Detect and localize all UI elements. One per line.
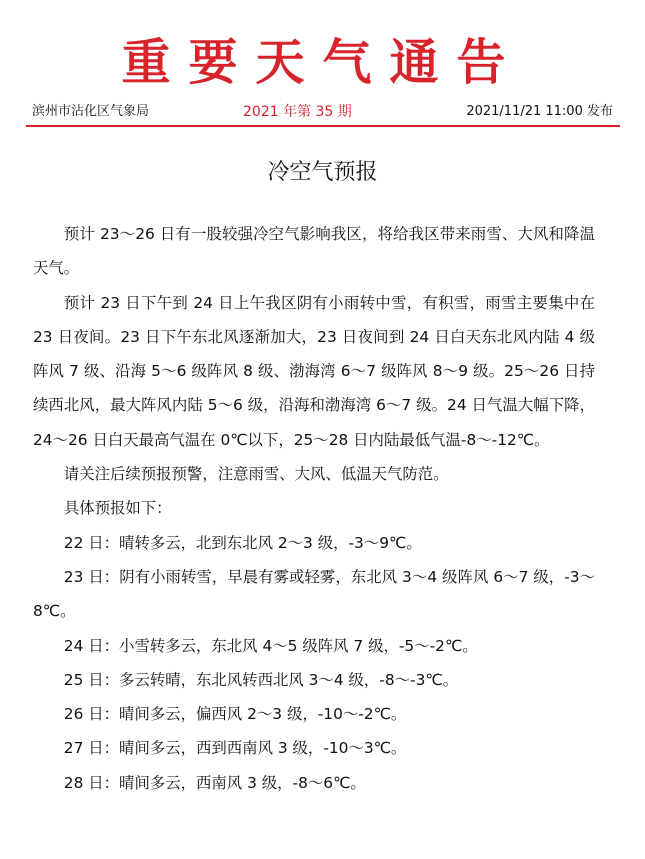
paragraph: 预计 23 日下午到 24 日上午我区阴有小雨转中雪，有积雪，雨雪主要集中在 23 日夜间。23 日下午东北风逐渐加大，23 日夜间到 24 日白天东北风内陆 4 级阵风 7 级、沿海 5～6 级阵风 8 级、渤海湾 6～7 级阵风 8～9 级。25～26 日持续西北风，最大阵风内陆 5～6 级，沿海和渤海湾 6～7 级。24 日气温大幅下降，24～26 日白天最高气温在 0℃以下，25～28 日内陆最低气温-8～-12℃。 <box>33 293 595 449</box>
forecast-day-24: 24 日：小雪转多云，东北风 4～5 级阵风 7 级，-5～-2℃。 <box>63 636 478 655</box>
issue-number: 2021 年第 35 期 <box>243 104 352 120</box>
forecast-day-26: 26 日：晴间多云，偏西风 2～3 级，-10～-2℃。 <box>63 705 407 724</box>
header-divider <box>26 125 620 127</box>
paragraph: 请关注后续预报预警，注意雨雪、大风、低温天气防范。 <box>63 465 449 484</box>
forecast-day-22: 22 日：晴转多云，北到东北风 2～3 级，-3～9℃。 <box>63 533 422 552</box>
issue-time: 2021/11/21 11:00 发布 <box>466 104 613 119</box>
document-title: 冷空气预报 <box>267 160 378 185</box>
forecast-day-25: 25 日：多云转晴，东北风转西北风 3～4 级，-8～-3℃。 <box>63 670 459 689</box>
notice-meta-row <box>30 102 615 122</box>
paragraph: 预计 23～26 日有一股较强冷空气影响我区，将给我区带来雨雪、大风和降温天气。 <box>33 225 595 278</box>
forecast-day-28: 28 日：晴间多云，西南风 3 级，-8～6℃。 <box>63 773 366 792</box>
notice-banner-title: 重要天气通告 <box>121 33 524 91</box>
paragraph: 具体预报如下： <box>63 499 172 518</box>
forecast-day-23: 23 日：阴有小雨转雪，早晨有雾或轻雾，东北风 3～4 级阵风 6～7 级，-3～8℃。 <box>33 567 595 621</box>
issuer-name: 滨州市沾化区气象局 <box>32 104 150 119</box>
document-body <box>33 217 595 800</box>
forecast-day-27: 27 日：晴间多云，西到西南风 3 级，-10～3℃。 <box>63 739 407 758</box>
